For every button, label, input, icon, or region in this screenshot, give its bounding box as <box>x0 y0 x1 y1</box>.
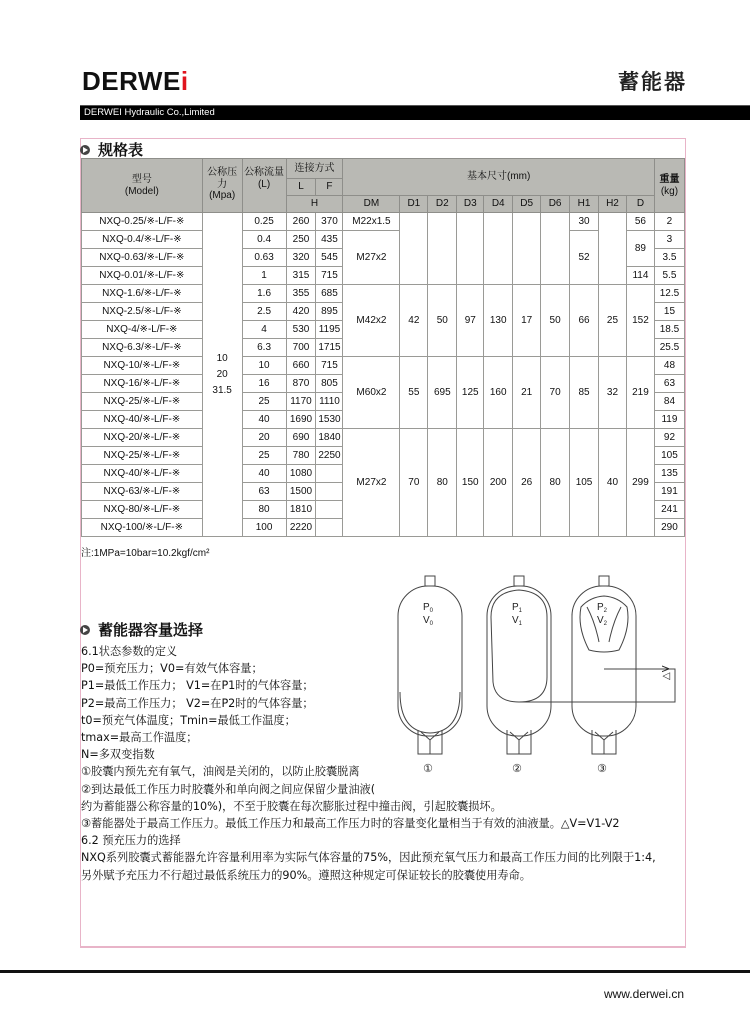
h2-cell: 40 <box>599 429 627 537</box>
section-spec-title: 规格表 <box>98 141 144 159</box>
company-logo <box>82 66 189 97</box>
d3-cell: 125 <box>457 357 484 429</box>
dim-cell <box>541 213 570 285</box>
volume-cell: 25 <box>242 393 286 411</box>
d-cell: 219 <box>626 357 654 429</box>
length-L-cell: 355 <box>286 285 316 303</box>
length-F-cell: 1530 <box>316 411 343 429</box>
text-line: ②到达最低工作压力时胶囊外和单向阀之间应保留少量油液( <box>81 782 376 796</box>
weight-cell: 5.5 <box>654 267 684 285</box>
dm-cell: M60x2 <box>343 357 400 429</box>
volume-cell: 0.63 <box>242 249 286 267</box>
bladder-outline <box>491 590 547 702</box>
th-H1: H1 <box>570 196 599 213</box>
volume-cell: 10 <box>242 357 286 375</box>
length-L-cell: 315 <box>286 267 316 285</box>
d2-cell: 695 <box>428 357 457 429</box>
section-capacity-heading <box>80 619 203 640</box>
d4-cell: 200 <box>484 429 513 537</box>
bullet-arrow-icon <box>80 625 90 635</box>
d2-cell: 80 <box>428 429 457 537</box>
v1-label: $V_1$ <box>512 615 523 627</box>
pressure-cell <box>202 213 242 537</box>
p0-label: $P_0$ <box>423 602 434 614</box>
length-L-cell: 1810 <box>286 501 316 519</box>
accumulator-state-2 <box>487 576 551 775</box>
volume-cell: 20 <box>242 429 286 447</box>
length-L-cell: 1170 <box>286 393 316 411</box>
dim-cell <box>513 213 541 285</box>
delta-v-bracket <box>519 614 675 702</box>
bullet-arrow-icon <box>80 145 90 155</box>
section-capacity-title: 蓄能器容量选择 <box>98 621 204 639</box>
table-row <box>82 213 685 231</box>
d6-cell: 70 <box>541 357 570 429</box>
length-F-cell: 1715 <box>316 339 343 357</box>
text-line: ③蓄能器处于最高工作压力。最低工作压力和最高工作压力时的容量变化量相当于有效的油液量。△V=V1-V2 <box>81 817 620 831</box>
d3-cell: 97 <box>457 285 484 357</box>
text-line: P1=最低工作压力； V1=在P1时的气体容量； <box>81 679 314 693</box>
th-D3: D3 <box>457 196 484 213</box>
weight-cell: 25.5 <box>654 339 684 357</box>
d3-cell: 150 <box>457 429 484 537</box>
d-cell: 152 <box>626 285 654 357</box>
weight-cell: 63 <box>654 375 684 393</box>
length-F-cell: 805 <box>316 375 343 393</box>
logo-text: DERWE <box>82 66 181 96</box>
th-connection: 连接方式 <box>286 159 343 179</box>
model-cell: NXQ-100/※-L/F-※ <box>82 519 203 537</box>
accumulator-diagram <box>385 572 685 782</box>
length-L-cell: 1080 <box>286 465 316 483</box>
weight-cell: 105 <box>654 447 684 465</box>
table-row <box>82 231 685 249</box>
text-line: 约为蓄能器公称容量的10%)，不至于胶囊在每次膨胀过程中撞击阀，引起胶囊损坏。 <box>81 799 502 813</box>
length-F-cell: 895 <box>316 303 343 321</box>
h1-cell: 66 <box>570 285 599 357</box>
p2-label: $P_2$ <box>597 602 608 614</box>
th-weight: 重量 (kg) <box>654 159 684 213</box>
length-F-cell: 715 <box>316 357 343 375</box>
length-L-cell: 1690 <box>286 411 316 429</box>
weight-cell: 12.5 <box>654 285 684 303</box>
d6-cell: 50 <box>541 285 570 357</box>
volume-cell: 6.3 <box>242 339 286 357</box>
d1-cell: 42 <box>400 285 428 357</box>
th-D: D <box>626 196 654 213</box>
length-L-cell: 780 <box>286 447 316 465</box>
length-F-cell: 685 <box>316 285 343 303</box>
volume-cell: 80 <box>242 501 286 519</box>
length-F-cell: 435 <box>316 231 343 249</box>
text-line: NXQ系列胶囊式蓄能器允许容量利用率为实际气体容量的75%，因此预充氧气压力和最高工作压力间的比列限于1:4, <box>81 851 656 865</box>
volume-cell: 4 <box>242 321 286 339</box>
d2-cell: 50 <box>428 285 457 357</box>
d-cell: 114 <box>626 267 654 285</box>
length-F-cell <box>316 465 343 483</box>
section-spec-heading <box>80 139 143 160</box>
table-row <box>82 357 685 375</box>
weight-cell: 119 <box>654 411 684 429</box>
h2-cell: 32 <box>599 357 627 429</box>
weight-cell: 2 <box>654 213 684 231</box>
model-cell: NXQ-25/※-L/F-※ <box>82 393 203 411</box>
d6-cell: 80 <box>541 429 570 537</box>
gas-valve-icon <box>425 576 435 586</box>
length-F-cell: 370 <box>316 213 343 231</box>
spec-table <box>81 158 685 537</box>
weight-cell: 135 <box>654 465 684 483</box>
logo-accent-letter: i <box>180 66 189 96</box>
dim-cell <box>400 213 428 285</box>
volume-cell: 1 <box>242 267 286 285</box>
th-volume: 公称流量 (L) <box>242 159 286 213</box>
length-F-cell <box>316 519 343 537</box>
volume-cell: 100 <box>242 519 286 537</box>
length-L-cell: 250 <box>286 231 316 249</box>
dm-cell: M27x2 <box>343 231 400 285</box>
weight-cell: 18.5 <box>654 321 684 339</box>
model-cell: NXQ-4/※-L/F-※ <box>82 321 203 339</box>
length-F-cell: 2250 <box>316 447 343 465</box>
text-line: N=多双变指数 <box>81 748 155 762</box>
th-L: L <box>286 179 316 196</box>
th-D6: D6 <box>541 196 570 213</box>
model-cell: NXQ-2.5/※-L/F-※ <box>82 303 203 321</box>
th-D5: D5 <box>513 196 541 213</box>
accumulator-state-3 <box>572 576 636 775</box>
dim-cell <box>484 213 513 285</box>
d1-cell: 55 <box>400 357 428 429</box>
h1-cell: 85 <box>570 357 599 429</box>
length-L-cell: 2220 <box>286 519 316 537</box>
weight-cell: 241 <box>654 501 684 519</box>
gas-valve-icon <box>599 576 609 586</box>
text-line: t0=预充气体温度；Tmin=最低工作温度； <box>81 713 296 727</box>
p1-label: $P_1$ <box>512 602 523 614</box>
dim-cell <box>428 213 457 285</box>
weight-cell: 48 <box>654 357 684 375</box>
v0-label: $V_0$ <box>423 615 434 627</box>
model-cell: NXQ-0.25/※-L/F-※ <box>82 213 203 231</box>
length-F-cell <box>316 483 343 501</box>
weight-cell: 290 <box>654 519 684 537</box>
dm-cell: M42x2 <box>343 285 400 357</box>
footer-rule <box>0 970 750 973</box>
length-F-cell: 1195 <box>316 321 343 339</box>
volume-cell: 2.5 <box>242 303 286 321</box>
volume-cell: 25 <box>242 447 286 465</box>
volume-cell: 63 <box>242 483 286 501</box>
h1-cell: 30 <box>570 213 599 231</box>
model-cell: NXQ-0.01/※-L/F-※ <box>82 267 203 285</box>
text-line: P2=最高工作压力； V2=在P2时的气体容量； <box>81 696 314 710</box>
dm-cell: M27x2 <box>343 429 400 537</box>
length-L-cell: 420 <box>286 303 316 321</box>
length-L-cell: 320 <box>286 249 316 267</box>
length-F-cell: 1110 <box>316 393 343 411</box>
th-DM: DM <box>343 196 400 213</box>
text-line: 6.2 预充压力的选择 <box>81 834 181 848</box>
d-cell: 299 <box>626 429 654 537</box>
model-cell: NXQ-20/※-L/F-※ <box>82 429 203 447</box>
text-line: tmax=最高工作温度； <box>81 731 198 745</box>
volume-cell: 0.25 <box>242 213 286 231</box>
th-D1: D1 <box>400 196 428 213</box>
weight-cell: 15 <box>654 303 684 321</box>
pressure-value: 20 <box>216 368 228 380</box>
dim-cell <box>457 213 484 285</box>
text-line: P0=预充压力；V0=有效气体容量； <box>81 662 263 676</box>
model-cell: NXQ-80/※-L/F-※ <box>82 501 203 519</box>
th-model: 型号 (Model) <box>82 159 203 213</box>
d4-cell: 130 <box>484 285 513 357</box>
state-3-label: ③ <box>597 762 607 775</box>
model-cell: NXQ-6.3/※-L/F-※ <box>82 339 203 357</box>
table-header-row <box>82 159 685 179</box>
weight-cell: 191 <box>654 483 684 501</box>
length-L-cell: 660 <box>286 357 316 375</box>
d5-cell: 21 <box>513 357 541 429</box>
model-cell: NXQ-40/※-L/F-※ <box>82 411 203 429</box>
h1-cell: 52 <box>570 231 599 285</box>
pressure-value: 31.5 <box>212 384 232 396</box>
length-L-cell: 700 <box>286 339 316 357</box>
delta-v-label: △V <box>661 665 672 680</box>
model-cell: NXQ-25/※-L/F-※ <box>82 447 203 465</box>
text-line: 6.1状态参数的定义 <box>81 645 178 658</box>
length-L-cell: 690 <box>286 429 316 447</box>
h2-cell <box>599 213 627 285</box>
d-cell: 56 <box>626 213 654 231</box>
volume-cell: 0.4 <box>242 231 286 249</box>
weight-cell: 84 <box>654 393 684 411</box>
th-dims: 基本尺寸(mm) <box>343 159 654 196</box>
table-row <box>82 429 685 447</box>
volume-cell: 1.6 <box>242 285 286 303</box>
th-H2: H2 <box>599 196 627 213</box>
length-L-cell: 870 <box>286 375 316 393</box>
d-cell: 89 <box>626 231 654 267</box>
d1-cell: 70 <box>400 429 428 537</box>
state-2-label: ② <box>512 762 522 775</box>
model-cell: NXQ-16/※-L/F-※ <box>82 375 203 393</box>
model-cell: NXQ-10/※-L/F-※ <box>82 357 203 375</box>
company-bar <box>80 105 750 120</box>
th-H: H <box>286 196 343 213</box>
state-1-label: ① <box>423 762 433 775</box>
length-L-cell: 1500 <box>286 483 316 501</box>
dm-cell: M22x1.5 <box>343 213 400 231</box>
length-L-cell: 530 <box>286 321 316 339</box>
th-F: F <box>316 179 343 196</box>
volume-cell: 40 <box>242 465 286 483</box>
volume-cell: 40 <box>242 411 286 429</box>
h1-cell: 105 <box>570 429 599 537</box>
weight-cell: 3.5 <box>654 249 684 267</box>
bladder-outline <box>400 692 460 733</box>
th-pressure: 公称压力 (Mpa) <box>202 159 242 213</box>
d5-cell: 26 <box>513 429 541 537</box>
table-row <box>82 285 685 303</box>
volume-cell: 16 <box>242 375 286 393</box>
length-L-cell: 260 <box>286 213 316 231</box>
company-name: DERWEI Hydraulic Co.,Limited <box>84 107 215 118</box>
pressure-value: 10 <box>216 352 228 364</box>
text-line: ①胶囊内预先充有氧气，油阀是关闭的，以防止胶囊脱离 <box>81 765 360 779</box>
th-D2: D2 <box>428 196 457 213</box>
accumulator-state-1 <box>398 576 462 775</box>
d5-cell: 17 <box>513 285 541 357</box>
weight-cell: 92 <box>654 429 684 447</box>
th-D4: D4 <box>484 196 513 213</box>
length-F-cell <box>316 501 343 519</box>
footer-url[interactable]: www.derwei.cn <box>603 987 684 1001</box>
product-title: 蓄能器 <box>618 70 687 94</box>
d4-cell: 160 <box>484 357 513 429</box>
weight-cell: 3 <box>654 231 684 249</box>
gas-valve-icon <box>514 576 524 586</box>
model-cell: NXQ-0.4/※-L/F-※ <box>82 231 203 249</box>
text-line: 另外赋予充压力不行超过最低系统压力的90%。遵照这种规定可保证较长的胶囊使用寿命。 <box>81 868 531 882</box>
length-F-cell: 715 <box>316 267 343 285</box>
model-cell: NXQ-63/※-L/F-※ <box>82 483 203 501</box>
model-cell: NXQ-1.6/※-L/F-※ <box>82 285 203 303</box>
model-cell: NXQ-40/※-L/F-※ <box>82 465 203 483</box>
length-F-cell: 545 <box>316 249 343 267</box>
h2-cell: 25 <box>599 285 627 357</box>
v2-label: $V_2$ <box>597 615 608 627</box>
length-F-cell: 1840 <box>316 429 343 447</box>
model-cell: NXQ-0.63/※-L/F-※ <box>82 249 203 267</box>
unit-note: 注:1MPa=10bar=10.2kgf/cm² <box>81 548 210 559</box>
